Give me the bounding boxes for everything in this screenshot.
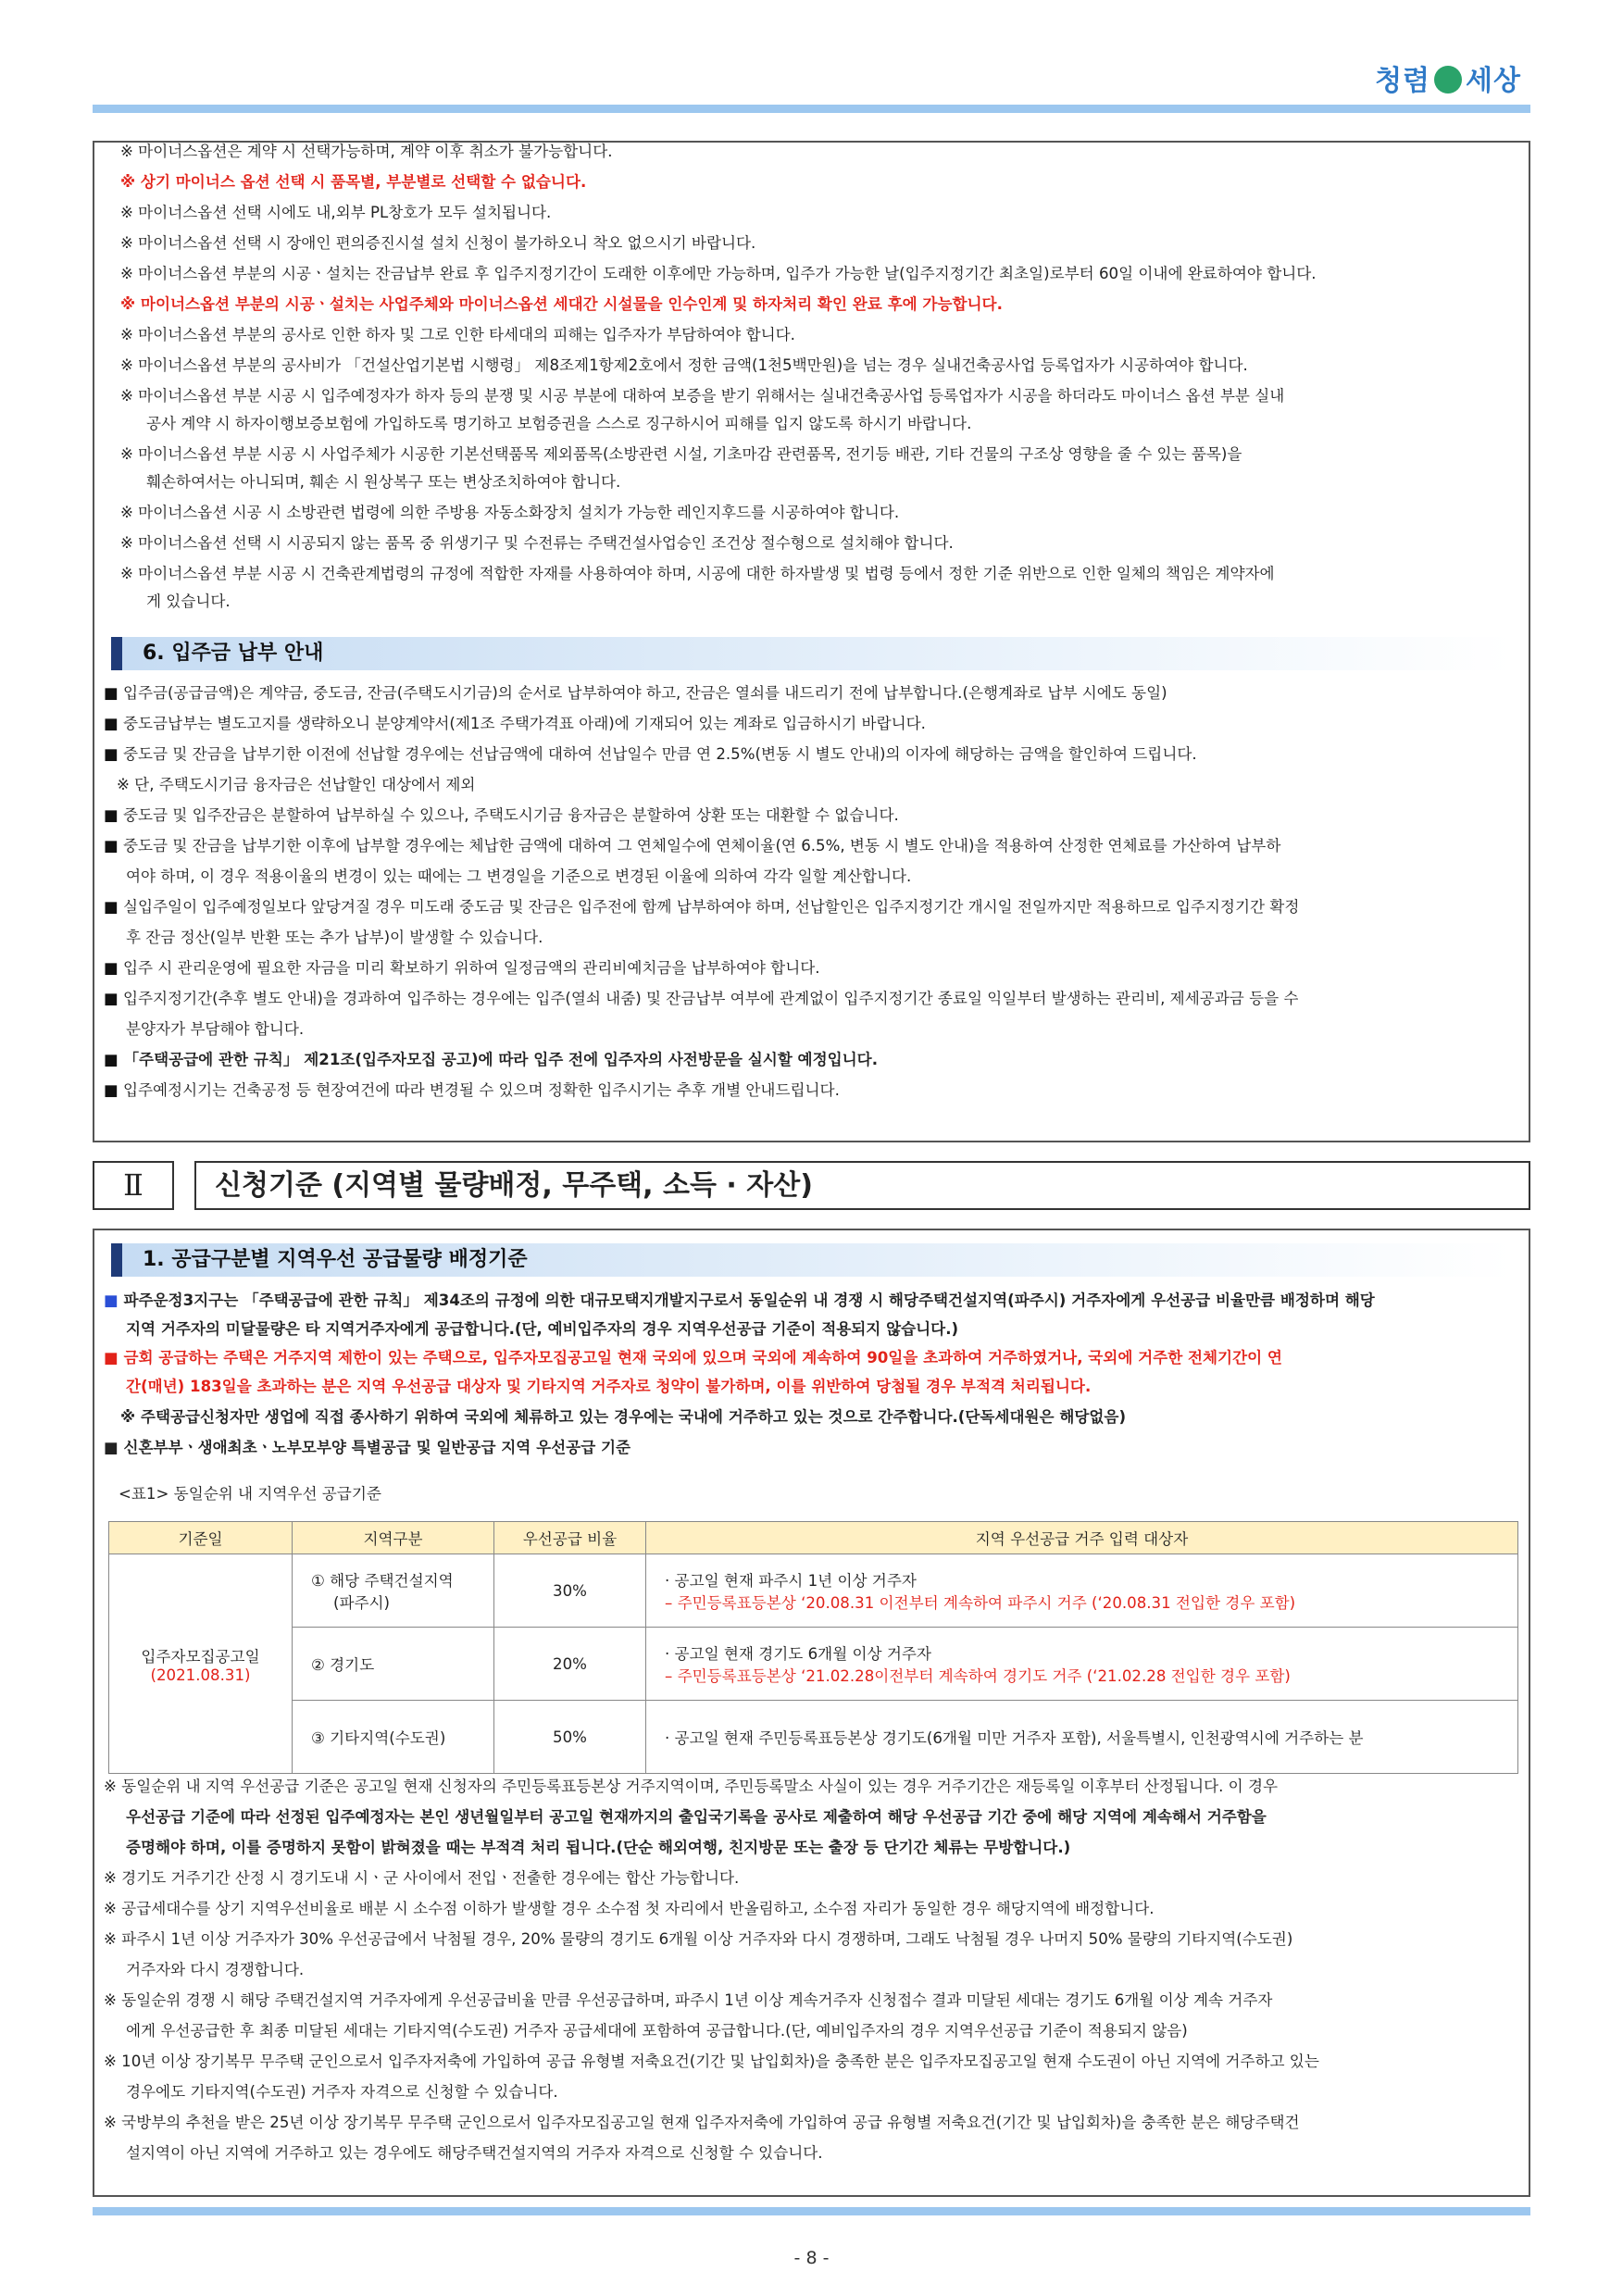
- regional-priority-box: [93, 1229, 1530, 2197]
- table-row: [109, 1701, 1518, 1774]
- table-row: [109, 1628, 1518, 1701]
- criteria-cell: · 공고일 현재 경기도 6개월 이상 거주자 – 주민등록표등본상 ‘21.02.28이전부터 계속하여 경기도 거주 (‘21.02.28 전입한 경우 포함): [646, 1628, 1518, 1701]
- bullet-item: ■ 중도금 및 입주잔금은 분할하여 납부하실 수 있으나, 주택도시기금 융자금은 분할하여 상환 또는 대환할 수 없습니다.: [104, 806, 899, 824]
- bullet-item-cont: 분양자가 부담해야 합니다.: [126, 1020, 305, 1038]
- note-line-cont: 훼손하여서는 아니되며, 훼손 시 원상복구 또는 변상조치하여야 합니다.: [146, 473, 621, 491]
- note-line: ※ 마이너스옵션은 계약 시 선택가능하며, 계약 이후 취소가 불가능합니다.: [120, 143, 613, 160]
- region-cell: ③ 기타지역(수도권): [293, 1701, 494, 1774]
- page-number: - 8 -: [793, 2248, 830, 2268]
- logo: [1375, 57, 1521, 98]
- bullet-item: ■ 입주지정기간(추후 별도 안내)을 경과하여 입주하는 경우에는 입주(열쇠 내줌) 및 잔금납부 여부에 관계없이 입주지정기간 종료일 익일부터 발생하는 관리비, 제세공과금 등을 수: [104, 990, 1299, 1007]
- note-line: ※ 마이너스옵션 부분 시공 시 입주예정자가 하자 등의 분쟁 및 시공 부분에 대하여 보증을 받기 위해서는 실내건축공사업 등록업자가 시공을 하더라도 마이너스 옵션 부분 실내: [120, 387, 1285, 405]
- bullet-item-cont: 후 잔금 정산(일부 반환 또는 추가 납부)이 발생할 수 있습니다.: [126, 929, 543, 946]
- bullet-item: ■ 실입주일이 입주예정일보다 앞당겨질 경우 미도래 중도금 및 잔금은 입주전에 함께 납부하여야 하며, 선납할인은 입주지정기간 개시일 전일까지만 적용하므로 입주지정기간 확정: [104, 898, 1300, 916]
- note-line: ※ 마이너스옵션 부분 시공 시 건축관계법령의 규정에 적합한 자재를 사용하여야 하며, 시공에 대한 하자발생 및 법령 등에서 정한 기준 위반으로 인한 일체의 책임은 계약자에: [120, 565, 1275, 582]
- section-heading: 6. 입주금 납부 안내: [111, 637, 1512, 670]
- table-row: [109, 1554, 1518, 1628]
- note-line-cont: 증명해야 하며, 이를 증명하지 못함이 밝혀졌을 때는 부적격 처리 됩니다.(단순 해외여행, 친지방문 또는 출장 등 단기간 체류는 무방합니다.): [126, 1839, 1071, 1856]
- bullet-note: ※ 단, 주택도시기금 융자금은 선납할인 대상에서 제외: [117, 776, 476, 793]
- note-line: ※ 공급세대수를 상기 지역우선비율로 배분 시 소수점 이하가 발생할 경우 소수점 첫 자리에서 반올림하고, 소수점 자리가 동일한 경우 해당지역에 배정합니다.: [104, 1900, 1155, 1917]
- note-line: ※ 주택공급신청자만 생업에 직접 종사하기 위하여 국외에 체류하고 있는 경우에는 국내에 거주하고 있는 것으로 간주합니다.(단독세대원은 해당없음): [120, 1408, 1127, 1426]
- ratio-cell: 20%: [494, 1628, 646, 1701]
- ratio-cell: 50%: [494, 1701, 646, 1774]
- note-line: ※ 마이너스옵션 부분의 시공ㆍ설치는 잔금납부 완료 후 입주지정기간이 도래한 이후에만 가능하며, 입주가 가능한 날(입주지정기간 최초일)로부터 60일 이내에 완료하여야 합니다.: [120, 265, 1317, 282]
- bullet-item: ■ 입주예정시기는 건축공정 등 현장여건에 따라 변경될 수 있으며 정확한 입주시기는 추후 개별 안내드립니다.: [104, 1081, 840, 1099]
- bullet-item: ■ 중도금 및 잔금을 납부기한 이후에 납부할 경우에는 체납한 금액에 대하여 그 연체일수에 연체이율(연 6.5%, 변동 시 별도 안내)을 적용하여 산정한 연체료를 가산하여 납부하: [104, 837, 1281, 855]
- note-line-cont: 게 있습니다.: [146, 593, 231, 610]
- note-line-cont: 우선공급 기준에 따라 선정된 입주예정자는 본인 생년월일부터 공고일 현재까지의 출입국기록을 공사로 제출하여 해당 우선공급 기간 중에 해당 지역에 계속해서 거주함을: [126, 1808, 1267, 1826]
- logo-emblem-icon: [1434, 66, 1462, 94]
- red-bullet-item: ■ 금회 공급하는 주택은 거주지역 제한이 있는 주택으로, 입주자모집공고일 현재 국외에 있으며 국외에 계속하여 90일을 초과하여 거주하였거나, 국외에 거주한 전체기간이 연: [104, 1349, 1282, 1366]
- note-line: ※ 국방부의 추천을 받은 25년 이상 장기복무 무주택 군인으로서 입주자모집공고일 현재 입주자저축에 가입하여 공급 유형별 저축요건(기간 및 납입회차)을 충족한 분은 해당주택건: [104, 2114, 1300, 2131]
- criteria-cell: · 공고일 현재 주민등록표등본상 경기도(6개월 미만 거주자 포함), 서울특별시, 인천광역시에 거주하는 분: [646, 1701, 1518, 1774]
- note-line: ※ 마이너스옵션 선택 시 장애인 편의증진시설 설치 신청이 불가하오니 착오 없으시기 바랍니다.: [120, 234, 756, 252]
- note-line-cont: 에게 우선공급한 후 최종 미달된 세대는 기타지역(수도권) 거주자 공급세대에 포함하여 공급합니다.(단, 예비입주자의 경우 지역우선공급 기준이 적용되지 않음): [126, 2022, 1188, 2040]
- red-bullet-item-cont: 간(매년) 183일을 초과하는 분은 지역 우선공급 대상자 및 기타지역 거주자로 청약이 불가하며, 이를 위반하여 당첨될 경우 부적격 처리됩니다.: [126, 1378, 1092, 1395]
- bullet-item-bold: ■ 「주택공급에 관한 규칙」 제21조(입주자모집 공고)에 따라 입주 전에 입주자의 사전방문을 실시할 예정입니다.: [104, 1051, 879, 1068]
- blue-bullet-item: ■ 파주운정3지구는 「주택공급에 관한 규칙」 제34조의 규정에 의한 대규모택지개발지구로서 동일순위 내 경쟁 시 해당주택건설지역(파주시) 거주자에게 우선공급 비율만큼 배정하며 해당: [104, 1292, 1375, 1309]
- note-line: ※ 동일순위 내 지역 우선공급 기준은 공고일 현재 신청자의 주민등록표등본상 거주지역이며, 주민등록말소 사실이 있는 경우 거주기간은 재등록일 이후부터 산정됩니다. 이 경우: [104, 1778, 1279, 1795]
- note-line-red: ※ 마이너스옵션 부분의 시공ㆍ설치는 사업주체와 마이너스옵션 세대간 시설물을 인수인계 및 하자처리 확인 완료 후에 가능합니다.: [120, 295, 1003, 313]
- bullet-item-cont: 여야 하며, 이 경우 적용이율의 변경이 있는 때에는 그 변경일을 기준으로 변경된 이율에 의하여 각각 일할 계산합니다.: [126, 867, 912, 885]
- bullet-item: ■ 입주금(공급금액)은 계약금, 중도금, 잔금(주택도시기금)의 순서로 납부하여야 하고, 잔금은 열쇠를 내드리기 전에 납부합니다.(은행계좌로 납부 시에도 동일): [104, 684, 1167, 702]
- header-rule: [93, 105, 1530, 113]
- bullet-item: ■ 신혼부부ㆍ생애최초ㆍ노부모부양 특별공급 및 일반공급 지역 우선공급 기준: [104, 1439, 631, 1456]
- note-line: ※ 파주시 1년 이상 거주자가 30% 우선공급에서 낙첨될 경우, 20% 물량의 경기도 6개월 이상 거주자와 다시 경쟁하며, 그래도 낙첨될 경우 나머지 50% 물량의 기타지역(수도권): [104, 1930, 1293, 1948]
- table-header: 지역 우선공급 거주 입력 대상자: [646, 1522, 1518, 1554]
- note-line-cont: 거주자와 다시 경쟁합니다.: [126, 1961, 305, 1978]
- region-cell: ② 경기도: [293, 1628, 494, 1701]
- option-and-payment-box: [93, 141, 1530, 1142]
- base-date-label: 입주자모집공고일: [141, 1647, 260, 1666]
- note-line: ※ 마이너스옵션 선택 시에도 내,외부 PL창호가 모두 설치됩니다.: [120, 204, 552, 221]
- table-header: 지역구분: [293, 1522, 494, 1554]
- table-caption: <표1> 동일순위 내 지역우선 공급기준: [119, 1485, 381, 1503]
- note-line: ※ 마이너스옵션 부분의 공사로 인한 하자 및 그로 인한 타세대의 피해는 입주자가 부담하여야 합니다.: [120, 326, 795, 343]
- ratio-cell: 30%: [494, 1554, 646, 1628]
- footer-rule: [93, 2207, 1530, 2215]
- bullet-item: ■ 중도금 및 잔금을 납부기한 이전에 선납할 경우에는 선납금액에 대하여 선납일수 만큼 연 2.5%(변동 시 별도 안내)의 이자에 해당하는 금액을 할인하여 드립니다.: [104, 745, 1197, 763]
- criteria-cell: · 공고일 현재 파주시 1년 이상 거주자 – 주민등록표등본상 ‘20.08.31 이전부터 계속하여 파주시 거주 (‘20.08.31 전입한 경우 포함): [646, 1554, 1518, 1628]
- bullet-item: ■ 입주 시 관리운영에 필요한 자금을 미리 확보하기 위하여 일정금액의 관리비예치금을 납부하여야 합니다.: [104, 959, 820, 977]
- bullet-item: ■ 중도금납부는 별도고지를 생략하오니 분양계약서(제1조 주택가격표 아래)에 기재되어 있는 계좌로 입금하시기 바랍니다.: [104, 715, 926, 732]
- chapter-title: 신청기준 (지역별 물량배정, 무주택, 소득 · 자산): [194, 1161, 1530, 1210]
- logo-text-left: 청렴: [1375, 65, 1431, 97]
- section-heading: 1. 공급구분별 지역우선 공급물량 배정기준: [111, 1243, 1512, 1277]
- bullet-item-cont: 지역 거주자의 미달물량은 타 지역거주자에게 공급합니다.(단, 예비입주자의 경우 지역우선공급 기준이 적용되지 않습니다.): [126, 1320, 959, 1338]
- note-line: ※ 마이너스옵션 부분의 공사비가 「건설산업기본법 시행령」 제8조제1항제2호에서 정한 금액(1천5백만원)을 넘는 경우 실내건축공사업 등록업자가 시공하여야 합니다.: [120, 356, 1248, 374]
- note-line-red: ※ 상기 마이너스 옵션 선택 시 품목별, 부분별로 선택할 수 없습니다.: [120, 173, 587, 191]
- table-header: 우선공급 비율: [494, 1522, 646, 1554]
- note-line: ※ 동일순위 경쟁 시 해당 주택건설지역 거주자에게 우선공급비율 만큼 우선공급하며, 파주시 1년 이상 계속거주자 신청접수 결과 미달된 세대는 경기도 6개월 이상 계속 거주자: [104, 1991, 1273, 2009]
- base-date-cell: [109, 1554, 293, 1774]
- note-line-cont: 경우에도 기타지역(수도권) 거주자 자격으로 신청할 수 있습니다.: [126, 2083, 558, 2101]
- table-header: 기준일: [109, 1522, 293, 1554]
- note-line: ※ 10년 이상 장기복무 무주택 군인으로서 입주자저축에 가입하여 공급 유형별 저축요건(기간 및 납입회차)을 충족한 분은 입주자모집공고일 현재 수도권이 아닌 지역에 거주하고 있는: [104, 2053, 1319, 2070]
- note-line-cont: 공사 계약 시 하자이행보증보험에 가입하도록 명기하고 보험증권을 스스로 징구하시어 피해를 입지 않도록 하시기 바랍니다.: [146, 415, 972, 432]
- regional-priority-table: [108, 1521, 1518, 1774]
- note-line: ※ 경기도 거주기간 산정 시 경기도내 시ㆍ군 사이에서 전입ㆍ전출한 경우에는 합산 가능합니다.: [104, 1869, 740, 1887]
- note-line: ※ 마이너스옵션 선택 시 시공되지 않는 품목 중 위생기구 및 수전류는 주택건설사업승인 조건상 절수형으로 설치해야 합니다.: [120, 534, 954, 552]
- chapter-number: Ⅱ: [93, 1161, 174, 1210]
- note-line-cont: 설지역이 아닌 지역에 거주하고 있는 경우에도 해당주택건설지역의 거주자 자격으로 신청할 수 있습니다.: [126, 2144, 823, 2162]
- region-cell: ① 해당 주택건설지역 (파주시): [293, 1554, 494, 1628]
- note-line: ※ 마이너스옵션 부분 시공 시 사업주체가 시공한 기본선택품목 제외품목(소방관련 시설, 기초마감 관련품목, 전기등 배관, 기타 건물의 구조상 영향을 줄 수 있는 품목)을: [120, 445, 1242, 463]
- base-date-value: (2021.08.31): [150, 1666, 251, 1684]
- table-header-row: [109, 1522, 1518, 1554]
- note-line: ※ 마이너스옵션 시공 시 소방관련 법령에 의한 주방용 자동소화장치 설치가 가능한 레인지후드를 시공하여야 합니다.: [120, 504, 900, 521]
- logo-text-right: 세상: [1466, 65, 1521, 97]
